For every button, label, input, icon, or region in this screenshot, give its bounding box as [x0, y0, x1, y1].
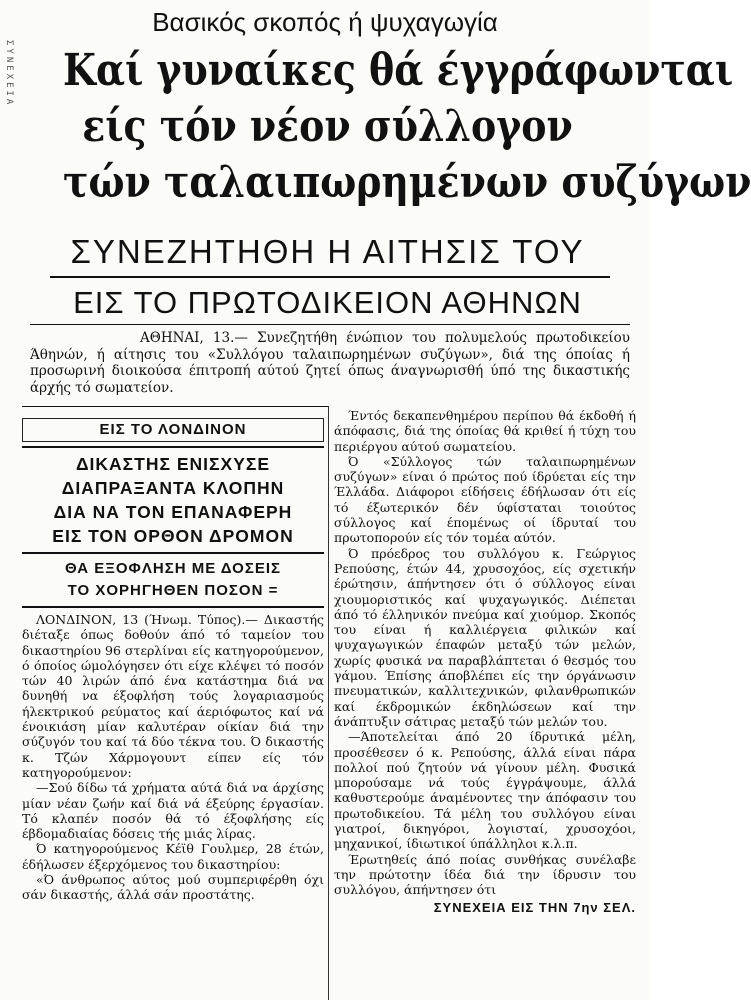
london-article-body [22, 612, 324, 903]
main-paragraph: Ό πρόεδρος του συλλόγου κ. Γεώργιος Ρεπούσης, έτών 44, χρυσοχόος, είς σχετικήν έρώτησιν, άπήντησεν ότι ό σύλλογος είναι χιουμοριστικός καί ψυχαγωγικός. Διέπεται άπό τό έλληνικόν πνεύμα καί χιούμορ. Σκοπός του είναι ή καλλιέργεια φιλικών καί ψυχαγωγικών έπαφών μεταξύ τών μελών, χωρίς φυσικά να παραβλάπτεται ό θεσμός του γάμου. Έπίσης άποβλέπει είς την όργάνωσιν πνευματικών, καλλιτεχνικών, φιλανθρωπικών καί έκδρομικών έκδηλώσεων καί την άνάπτυξιν σάτιρας μεταξύ τών μελών του. [334, 545, 636, 729]
london-box-title: ΕΙΣ ΤΟ ΛΟΝΔΙΝΟΝ [99, 421, 247, 438]
london-subtitle-line-1: ΘΑ ΕΞΟΦΛΗΣΗ ΜΕ ΔΟΣΕΙΣ [64, 560, 282, 577]
main-paragraph: —Άποτελείται άπό 20 ίδρυτικά μέλη, προσέθεσεν ό κ. Ρεπούσης, άλλά είναι πάρα πολλοί πού ζητούν νά γίνουν μέλη. Φυσικά μπορούσαμε νά τούς έγγράψουμε, άλλά καθυστερούμε άναμένοντες την άπόφασιν του πρωτοδικείου. Τά μέλη του συλλόγου είναι γιατροί, δικηγόροι, λογισταί, χρυσοχόοι, μηχανικοί, ίδιωτικοί ύπάλληλοι κ.λ.π. [334, 729, 636, 852]
left-rule-2 [22, 552, 324, 554]
london-paragraph: ΛΟΝΔΙΝΟΝ, 13 (Ήνωμ. Τύπος).— Δικαστής διέταξε όπως δοθούν άπό τό ταμείον του δικαστηρίου 96 στερλίναι είς κατηγορούμενον, ό όποίος ώμολόγησεν ότι είχε κλέψει τό ποσόν τών 40 λιρών άπό ένα κατάστημα διά να δυνηθή να έξοφλήση τούς λογαριασμούς ήλεκτρικού ρεύματος καί άεριόφωτος καί νά ένοικιάση μίαν καλυτέραν οίκίαν διά την σύζυγόν του καί τά δύο τέκνα του. Ό δικαστής κ. Τζών Χάρμογουντ είπεν είς τόν κατηγορούμενον: [22, 612, 324, 780]
left-column [22, 418, 324, 1000]
column-divider [328, 406, 329, 1000]
london-box [22, 418, 324, 442]
london-title-line-3: ΔΙΑ ΝΑ ΤΟΝ ΕΠΑΝΑΦΕΡΗ [53, 502, 293, 522]
london-title-line-2: ΔΙΑΠΡΑΞΑΝΤΑ ΚΛΟΠΗΝ [61, 478, 285, 498]
lead-paragraph [30, 330, 630, 396]
left-column-top-rule [22, 406, 328, 407]
london-title-line-4: ΕΙΣ ΤΟΝ ΟΡΘΟΝ ΔΡΟΜΟΝ [52, 526, 294, 546]
headline-line-2: είς τόν νέον σύλλογον [82, 101, 573, 152]
london-paragraph: —Σού δίδω τά χρήματα αύτά διά να άρχίσης μίαν νέαν ζωήν καί διά νά έξεύρης έργασίαν. Τό κλαπέν ποσόν θά τό έξοφλήσης είς έβδομαδιαίας δόσεις τής μιάς λίρας. [22, 780, 324, 842]
london-paragraph: «Ό άνθρωπος αύτος μού συμπεριφέρθη όχι σάν δικαστής, άλλά σάν προστάτης. [22, 872, 324, 903]
london-title-line-1: ΔΙΚΑΣΤΗΣ ΕΝΙΣΧΥΣΕ [75, 454, 271, 474]
lead-divider [30, 324, 630, 325]
headline-line-1: Καί γυναίκες θά έγγράφωνται [63, 45, 734, 96]
subhead-divider [50, 276, 610, 278]
main-article-body [334, 408, 636, 898]
subhead-2: ΕΙΣ ΤΟ ΠΡΩΤΟΔΙΚΕΙΟΝ ΑΘΗΝΩΝ [73, 285, 582, 320]
left-rule-1 [22, 446, 324, 448]
main-paragraph: Έρωτηθείς άπό ποίας συνθήκας συνέλαβε την πρώτοτην ίδέα διά την ίδρυσιν του συλλόγου, άπήντησεν ότι [334, 851, 636, 898]
london-subtitle-line-2: ΤΟ ΧΟΡΗΓΗΘΕΝ ΠΟΣΟΝ = [67, 582, 279, 599]
right-column [334, 408, 636, 1000]
margin-strip: ΣΥΝΕΧΕΙΑ [4, 40, 14, 108]
main-paragraph: Έντός δεκαπενθημέρου περίπου θά έκδοθή ή άπόφασις, διά της όποίας θά κριθεί ή τύχη του περιέργου αύτού σωματείου. [334, 408, 636, 454]
subhead-1: ΣΥΝΕΖΗΤΗΘΗ Η ΑΙΤΗΣΙΣ ΤΟΥ [70, 233, 585, 270]
left-rule-3 [22, 606, 324, 608]
headline-line-3: τών ταλαιπωρημένων συζύγων [63, 157, 751, 208]
main-paragraph: Ό «Σύλλογος τών ταλαιπωρημένων συζύγων» είναι ό πρώτος πού ίδρύεται είς την Έλλάδα. Διάφοροι είδήσεις έδήλωσαν ότι είς τό έξωτερικόν δέν ύφίσταται τοιούτος σύλλογος καί έπομένως οί ίδρυταί του πρωτοπορούν είς τόν τομέα αύτόν. [334, 453, 636, 546]
continued-notice: ΣΥΝΕΧΕΙΑ ΕΙΣ ΤΗΝ 7ην ΣΕΛ. [433, 899, 636, 915]
london-paragraph: Ό κατηγορούμενος Κέϊθ Γουλμερ, 28 έτών, έδήλωσεν έξερχόμενος του δικαστηρίου: [22, 841, 324, 872]
lead-dateline: ΑΘΗΝΑΙ, 13.— [140, 330, 248, 346]
lead-text: Συνεζητήθη ένώπιον του πολυμελούς πρωτοδικείου Άθηνών, ή αίτησις του «Συλλόγου ταλαιπωρημένων συζύγων», διά της όποίας ή προσωρινή διοικούσα έπιτροπή αύτού ζητεί όπως άναγνωρισθή ύπό της δικαστικής άρχής τό σωματείον. [30, 330, 630, 396]
kicker: Βασικός σκοπός ή ψυχαγωγία [152, 7, 498, 37]
